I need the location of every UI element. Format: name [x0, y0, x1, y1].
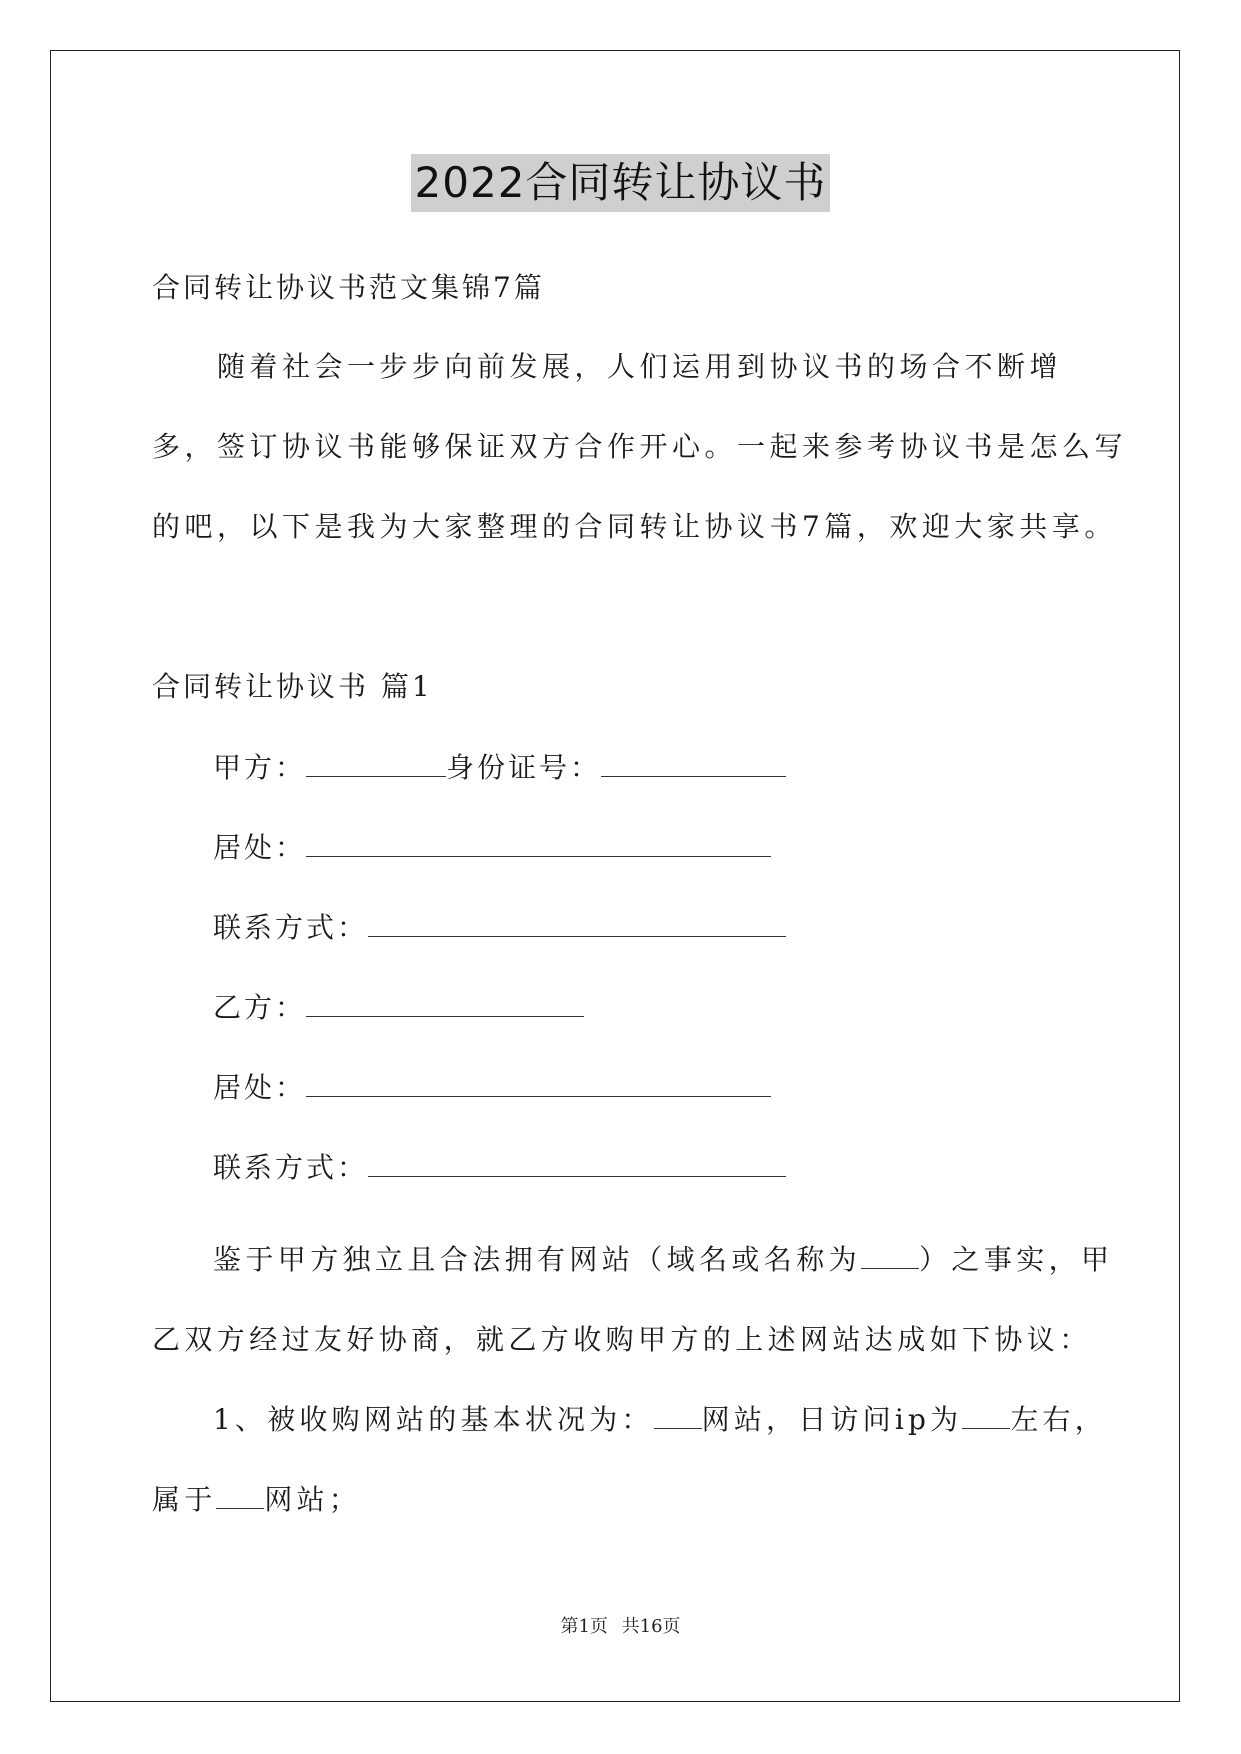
paragraph2-line2	[152, 1480, 361, 1520]
party-b-row	[213, 988, 584, 1028]
address-a-label: 居处：	[213, 831, 307, 864]
page-number: 第1页	[560, 1616, 608, 1637]
site-type-blank	[654, 1402, 702, 1429]
contact-a-label: 联系方式：	[213, 911, 369, 944]
paragraph1-line2: 乙双方经过友好协商，就乙方收购甲方的上述网站达成如下协议：	[152, 1323, 1092, 1356]
address-a-row	[213, 828, 771, 868]
page-total: 共16页	[621, 1616, 681, 1637]
intro-line-3: 的吧，以下是我为大家整理的合同转让协议书7篇，欢迎大家共享。	[152, 510, 1117, 543]
party-a-label: 甲方：	[213, 751, 307, 784]
document-subtitle: 合同转让协议书范文集锦7篇	[152, 271, 545, 304]
paragraph1-text-before: 鉴于甲方独立且合法拥有网站（域名或名称为	[213, 1243, 862, 1276]
daily-ip-blank	[962, 1402, 1010, 1429]
domain-blank	[861, 1242, 919, 1269]
address-b-blank	[306, 1070, 771, 1097]
party-b-label: 乙方：	[213, 991, 307, 1024]
section-heading: 合同转让协议书 篇1	[152, 670, 433, 703]
intro-line-2: 多，签订协议书能够保证双方合作开心。一起来参考协议书是怎么写	[152, 430, 1128, 463]
address-a-blank	[306, 830, 771, 857]
intro-line-1: 随着社会一步步向前发展，人们运用到协议书的场合不断增	[152, 350, 1063, 383]
contact-b-row	[213, 1148, 786, 1188]
paragraph2-text-d: 属于	[152, 1483, 217, 1516]
party-b-blank	[306, 990, 584, 1017]
paragraph2-text-a: 1、被收购网站的基本状况为：	[213, 1403, 654, 1436]
page-footer	[0, 1615, 1241, 1639]
address-b-row	[213, 1068, 771, 1108]
paragraph2-line1	[213, 1400, 1107, 1440]
address-b-label: 居处：	[213, 1071, 307, 1104]
party-a-blank	[306, 750, 446, 777]
id-number-label: 身份证号：	[446, 751, 602, 784]
id-number-blank	[601, 750, 786, 777]
paragraph1-text-after: ）之事实，甲	[919, 1243, 1114, 1276]
title-container	[0, 154, 1241, 212]
contact-a-blank	[368, 910, 786, 937]
paragraph2-text-e: 网站；	[264, 1483, 362, 1516]
site-category-blank	[216, 1482, 264, 1509]
paragraph2-text-c: 左右，	[1010, 1403, 1107, 1436]
paragraph2-text-b: 网站，日访问ip为	[701, 1403, 963, 1436]
contact-b-blank	[368, 1150, 786, 1177]
paragraph1-line1	[213, 1240, 1113, 1280]
party-a-row	[213, 748, 786, 788]
contact-a-row	[213, 908, 786, 948]
document-title: 2022合同转让协议书	[411, 154, 831, 212]
contact-b-label: 联系方式：	[213, 1151, 369, 1184]
